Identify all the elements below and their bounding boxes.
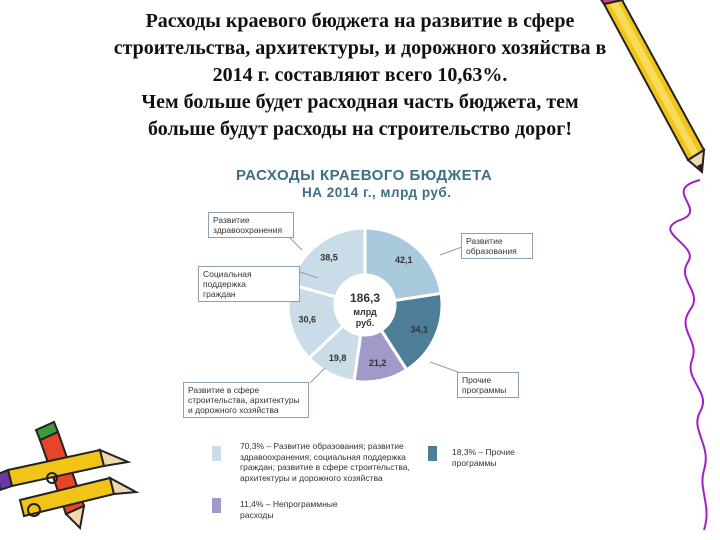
chart-subtitle: НА 2014 г., млрд руб. xyxy=(302,185,452,200)
legend-item-3 xyxy=(240,499,338,520)
legend-swatch-other xyxy=(428,446,437,461)
headline-line-2: строительства, архитектуры, и дорожного хозяйства в xyxy=(113,37,607,59)
slice-value-label-4: 19,8 xyxy=(328,352,347,363)
legend-item-2 xyxy=(452,447,515,468)
callout-construction xyxy=(183,382,309,418)
headline-line-4: Чем больше будет расходная часть бюджета, тем xyxy=(141,91,579,113)
slice-value-label-2: 34,1 xyxy=(410,324,428,335)
legend-item-1 xyxy=(240,441,410,483)
slice-value-label-3: 21,2 xyxy=(368,358,387,369)
callout-health xyxy=(208,212,294,238)
callout-other-line-2: программы xyxy=(462,385,507,395)
pencils-icon xyxy=(0,422,136,528)
legend-item-3-line-2: расходы xyxy=(240,509,274,520)
legend-item-2-line-1: 18,3% – Прочие xyxy=(452,447,515,457)
callout-social-line-1: Социальная поддержка xyxy=(203,269,252,289)
legend-swatch-light xyxy=(212,446,221,461)
center-total: 186,3 xyxy=(349,291,381,305)
legend-swatch-nonprogram xyxy=(212,498,221,513)
legend-item-3-line-1: 11,4% – Непрограммные xyxy=(240,499,338,509)
callout-construction-line-2: строительства, архитектуры xyxy=(188,395,300,405)
slice-value-label-5: 30,6 xyxy=(298,314,317,325)
callout-social xyxy=(198,266,300,302)
slice-value-label-6: 38,5 xyxy=(320,252,338,263)
pencil-icon xyxy=(600,0,704,172)
callout-education-line-2: образования xyxy=(466,246,517,256)
callout-other-line-1: Прочие xyxy=(462,375,492,385)
legend-item-1-line-3: граждан; развитие в сфере строительства, xyxy=(240,462,410,472)
slice-value-label-1: 42,1 xyxy=(395,254,413,265)
center-unit-2: руб. xyxy=(355,318,375,328)
callout-health-line-1: Развитие xyxy=(213,215,250,225)
callout-education xyxy=(461,233,533,259)
callout-health-line-2: здравоохранения xyxy=(213,225,283,235)
legend-item-2-line-2: программы xyxy=(452,457,497,468)
legend-item-1-line-1: 70,3% – Развитие образования; развитие xyxy=(240,441,404,451)
callout-education-line-1: Развитие xyxy=(466,236,503,246)
center-unit-1: млрд xyxy=(353,307,377,317)
squiggle-decoration xyxy=(670,180,706,530)
callout-other xyxy=(457,372,519,398)
callout-construction-line-1: Развитие в сфере xyxy=(188,385,260,395)
headline-line-1: Расходы краевого бюджета на развитие в сфере xyxy=(145,10,575,32)
chart-title: РАСХОДЫ КРАЕВОГО БЮДЖЕТА xyxy=(236,167,493,184)
headline-line-5: больше будут расходы на строительство дорог! xyxy=(147,118,573,140)
callout-social-line-2: граждан xyxy=(203,289,236,299)
callout-construction-line-3: и дорожного хозяйства xyxy=(188,405,279,415)
legend-item-1-line-2: здравоохранения; социальная поддержка xyxy=(240,451,406,462)
headline-line-3: 2014 г. составляют всего 10,63%. xyxy=(212,64,508,86)
legend-item-1-line-4: архитектуры и дорожного хозяйства xyxy=(240,472,383,483)
